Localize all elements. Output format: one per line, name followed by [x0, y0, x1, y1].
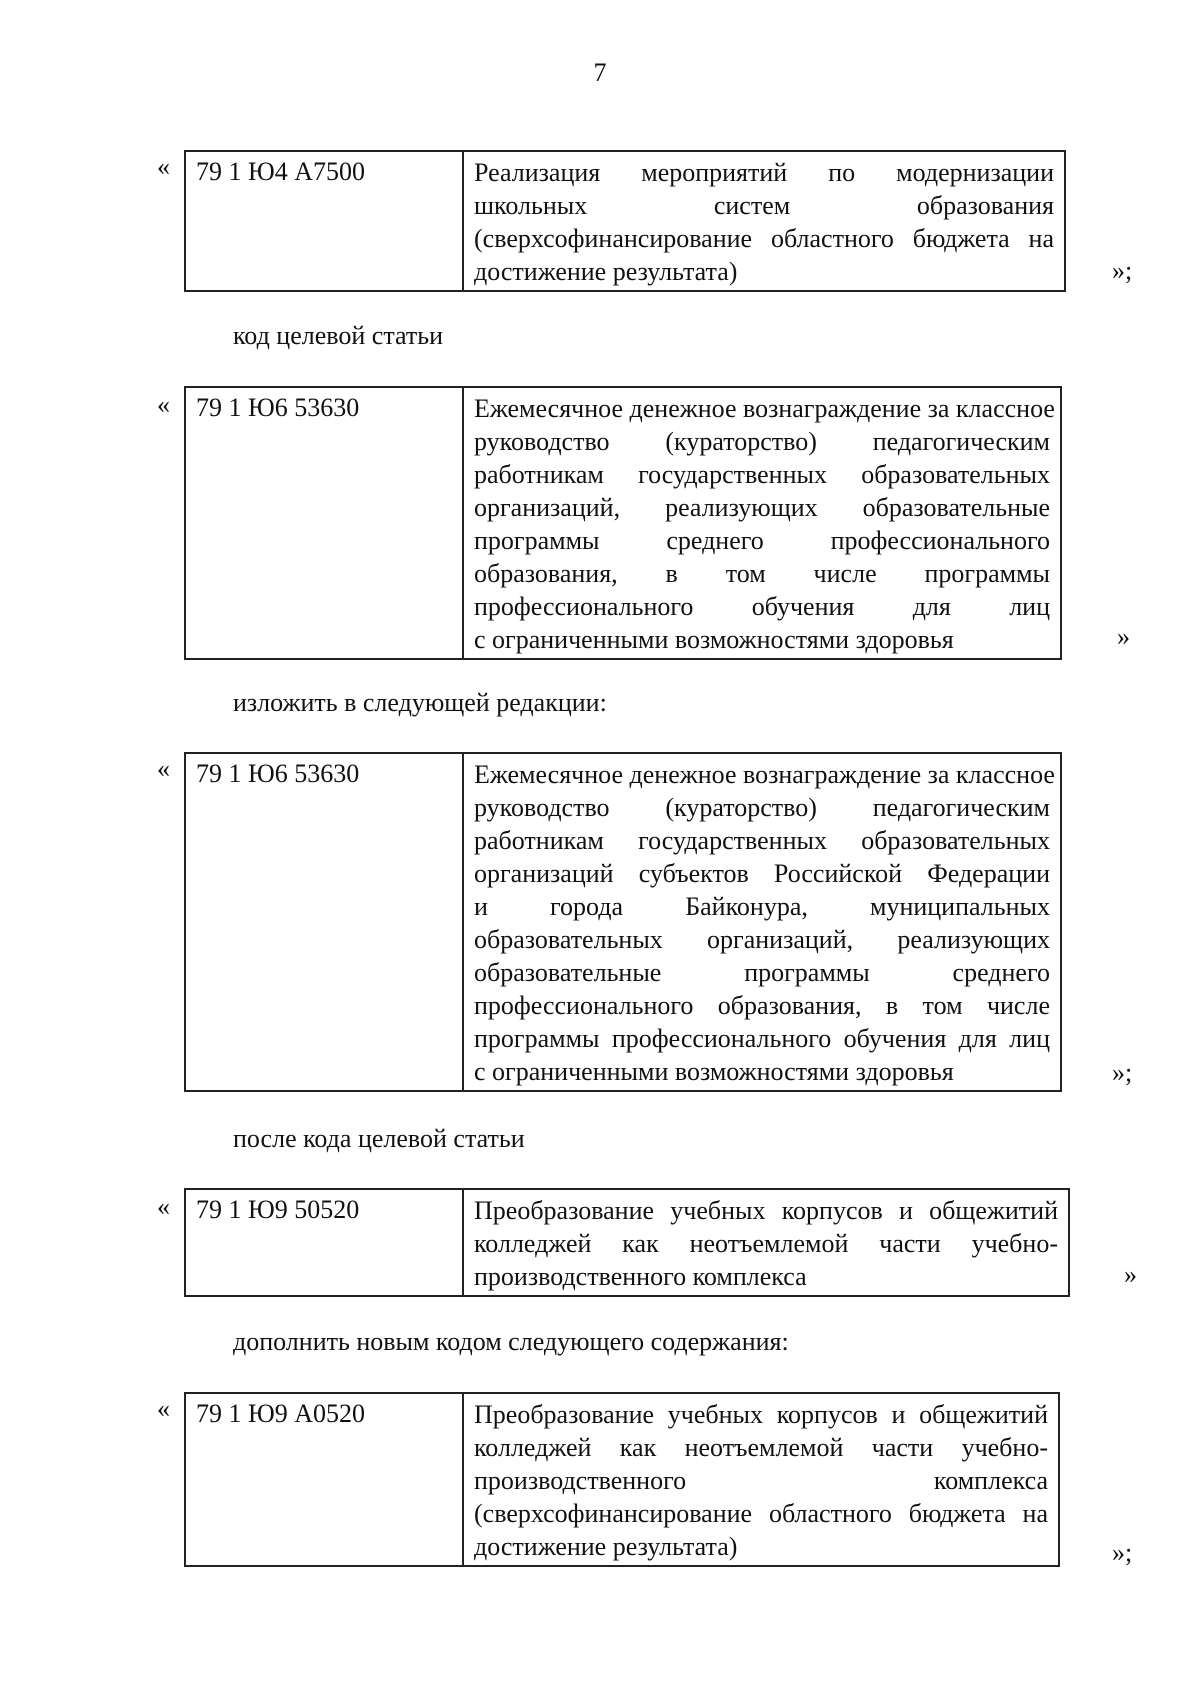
- description-line: производственного комплекса: [474, 1466, 1048, 1495]
- description-line: руководство (кураторство) педагогическим: [474, 427, 1050, 456]
- description-line: профессионального обучения для лиц: [474, 592, 1050, 621]
- description-line: образования, в том числе программы: [474, 559, 1050, 588]
- closing-quote: »;: [1112, 1538, 1133, 1567]
- instruction-caption: изложить в следующей редакции:: [233, 688, 607, 717]
- code-description: [463, 1189, 1069, 1296]
- target-code: 79 1 Ю6 53630: [185, 753, 463, 1091]
- description-line: Преобразование учебных корпусов и общежитий: [474, 1400, 1048, 1429]
- opening-quote: «: [157, 1394, 170, 1423]
- instruction-caption: дополнить новым кодом следующего содержания:: [233, 1327, 789, 1356]
- code-table: [184, 1188, 1070, 1297]
- code-description: [463, 753, 1061, 1091]
- closing-quote: »: [1124, 1260, 1137, 1289]
- description-line: колледжей как неотъемлемой части учебно-: [474, 1433, 1048, 1462]
- description-line: (сверхсофинансирование областного бюджета на: [474, 1499, 1048, 1528]
- instruction-caption: код целевой статьи: [233, 321, 443, 350]
- code-table: [184, 1392, 1060, 1567]
- opening-quote: «: [157, 754, 170, 783]
- description-line: образовательные программы среднего: [474, 958, 1050, 987]
- code-table: [184, 150, 1066, 292]
- closing-quote: »: [1117, 622, 1130, 651]
- description-line: программы среднего профессионального: [474, 526, 1050, 555]
- code-description: [463, 151, 1065, 291]
- description-line: организаций субъектов Российской Федерации: [474, 859, 1050, 888]
- code-description: [463, 387, 1061, 659]
- description-line: образовательных организаций, реализующих: [474, 925, 1050, 954]
- target-code: 79 1 Ю9 50520: [185, 1189, 463, 1296]
- description-line: работникам государственных образовательных: [474, 826, 1050, 855]
- target-code: 79 1 Ю4 А7500: [185, 151, 463, 291]
- opening-quote: «: [157, 152, 170, 181]
- description-line: с ограниченными возможностями здоровья: [474, 625, 954, 654]
- description-line: организаций, реализующих образовательные: [474, 493, 1050, 522]
- description-line: профессионального образования, в том числе: [474, 991, 1050, 1020]
- code-description: [463, 1393, 1059, 1566]
- description-line: программы профессионального обучения для лиц: [474, 1024, 1050, 1053]
- page-number: 7: [593, 58, 607, 87]
- closing-quote: »;: [1112, 256, 1133, 285]
- description-line: Ежемесячное денежное вознаграждение за классное: [474, 760, 1055, 789]
- description-line: производственного комплекса: [474, 1262, 807, 1291]
- code-table: [184, 752, 1062, 1092]
- code-table: [184, 386, 1062, 660]
- description-line: работникам государственных образовательных: [474, 460, 1050, 489]
- description-line: Ежемесячное денежное вознаграждение за классное: [474, 394, 1055, 423]
- description-line: достижение результата): [474, 257, 738, 286]
- description-line: Реализация мероприятий по модернизации: [474, 158, 1054, 187]
- opening-quote: «: [157, 1192, 170, 1221]
- target-code: 79 1 Ю6 53630: [185, 387, 463, 659]
- description-line: школьных систем образования: [474, 191, 1054, 220]
- instruction-caption: после кода целевой статьи: [233, 1124, 525, 1153]
- description-line: и города Байконура, муниципальных: [474, 892, 1050, 921]
- description-line: руководство (кураторство) педагогическим: [474, 793, 1050, 822]
- description-line: колледжей как неотъемлемой части учебно-: [474, 1229, 1058, 1258]
- opening-quote: «: [157, 390, 170, 419]
- description-line: Преобразование учебных корпусов и общежитий: [474, 1196, 1058, 1225]
- target-code: 79 1 Ю9 А0520: [185, 1393, 463, 1566]
- description-line: достижение результата): [474, 1532, 738, 1561]
- closing-quote: »;: [1112, 1058, 1133, 1087]
- description-line: (сверхсофинансирование областного бюджета на: [474, 224, 1054, 253]
- description-line: с ограниченными возможностями здоровья: [474, 1057, 954, 1086]
